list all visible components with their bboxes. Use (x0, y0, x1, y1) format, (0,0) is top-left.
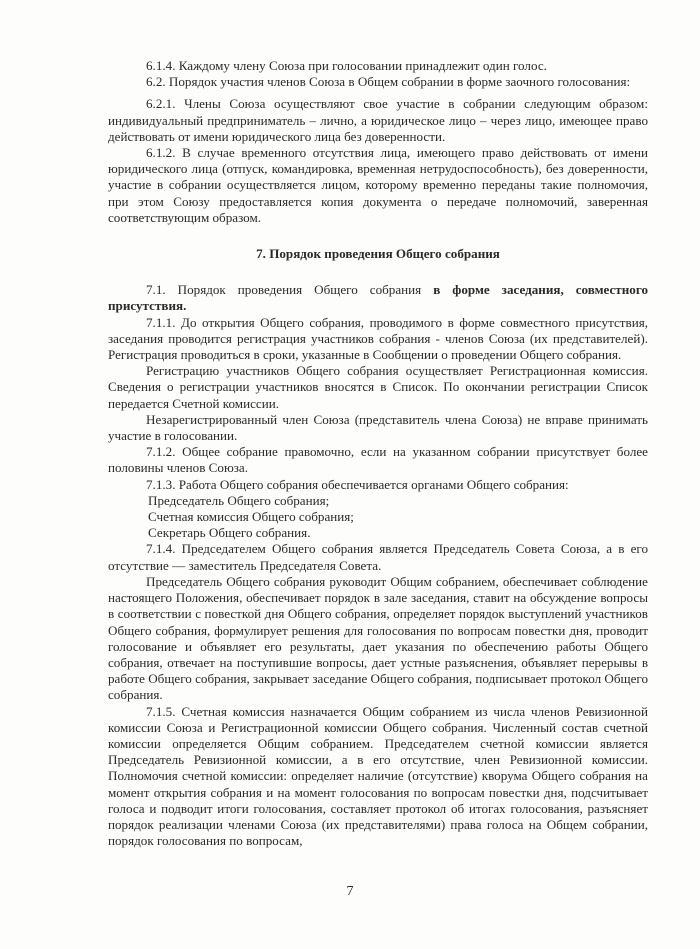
clause-6-1-4: 6.1.4. Каждому члену Союза при голосовании принадлежит один голос. (146, 58, 547, 73)
clause-6-2: 6.2. Порядок участия членов Союза в Общем собрании в форме заочного голосования: (146, 74, 631, 90)
clause-6-1-2: 6.1.2. В случае временного отсутствия лица, имеющего право действовать от имени юридического лица (отпуск, командировка, временная нетрудоспособность), без доверенности, участие в собрании осуществляется лицом, которому временно переданы такие полномочия, при этом Союзу предоставляется копия документа о передаче полномочий, заверенная соответствующим образом. (108, 145, 648, 225)
paragraph-registration: Регистрацию участников Общего собрания осуществляет Регистрационная комиссия. Сведения о регистрации участников вносятся в Список. По окончании регистрации Список передается Счетной комиссии. (108, 363, 648, 411)
clause-7-1-bold: в форме заседания, совместного присутствия. (108, 282, 648, 314)
organ-item-secretary: Секретарь Общего собрания. (148, 525, 311, 541)
clause-7-1-1: 7.1.1. До открытия Общего собрания, проводимого в форме совместного присутствия, заседания проводится регистрация участников собрания - членов Союза (их представителей). Регистрация проводиться в сроки, указанные в Сообщении о проведении Общего собрания. (108, 314, 648, 363)
clause-7-1-3: 7.1.3. Работа Общего собрания обеспечивается органами Общего собрания: (146, 476, 569, 492)
clause-7-1-4: 7.1.4. Председателем Общего собрания является Председатель Совета Союза, а в его отсутствие — заместитель Председателя Совета. (108, 541, 648, 573)
page-number: 7 (346, 884, 354, 899)
organ-item-chair: Председатель Общего собрания; (148, 492, 330, 508)
section-7-heading: 7. Порядок проведения Общего собрания (256, 246, 500, 262)
clause-7-1-text: 7.1. Порядок проведения Общего собрания (146, 282, 434, 298)
clause-7-1-5: 7.1.5. Счетная комиссия назначается Общим собранием из числа членов Ревизионной комиссии Союза и Регистрационной комиссии Общего собрания. Численный состав счетной комиссии определяется Общим собранием. Председателем счетной комиссии является Председатель Ревизионной комиссии, а в его отсутствие, член Ревизионной комиссии. Полномочия счетной комиссии: определяет наличие (отсутствие) кворума Общего собрания на момент открытия собрания и на момент голосования по вопросам повестки дня, подсчитывает голоса и подводит итоги голосования, составляет протокол об итогах голосования, разъясняет порядок реализации членами Союза (их представителями) права голоса на Общем собрании, порядок голосования по вопросам, (108, 703, 648, 849)
clause-6-2-1: 6.2.1. Члены Союза осуществляют свое участие в собрании следующим образом: индивидуальный предприниматель – лично, а юридическое лицо – через лицо, имеющее право действовать от имени юридического лица без доверенности. (108, 96, 648, 144)
paragraph-chair-duties: Председатель Общего собрания руководит Общим собранием, обеспечивает соблюдение настоящего Положения, обеспечивает порядок в зале заседания, ставит на обсуждение вопросы в соответствии с повесткой дня Общего собрания, определяет порядок выступлений участников Общего собрания, формулирует решения для голосования по вопросам повестки дня, проводит голосование и объявляет его результаты, дает указания по обеспечению работы Общего собрания, отвечает на поступившие вопросы, дает устные разъяснения, объявляет перерывы в работе Общего собрания, закрывает заседание Общего собрания, подписывает протокол Общего собрания. (108, 573, 648, 703)
clause-7-1-2: 7.1.2. Общее собрание правомочно, если на указанном собрании присутствует более половины членов Союза. (108, 444, 648, 476)
paragraph-unregistered: Незарегистрированный член Союза (представитель члена Союза) не вправе принимать участие в голосовании. (108, 411, 648, 444)
clause-7-1 (108, 282, 648, 314)
organ-item-counting-commission: Счетная комиссия Общего собрания; (148, 509, 354, 525)
